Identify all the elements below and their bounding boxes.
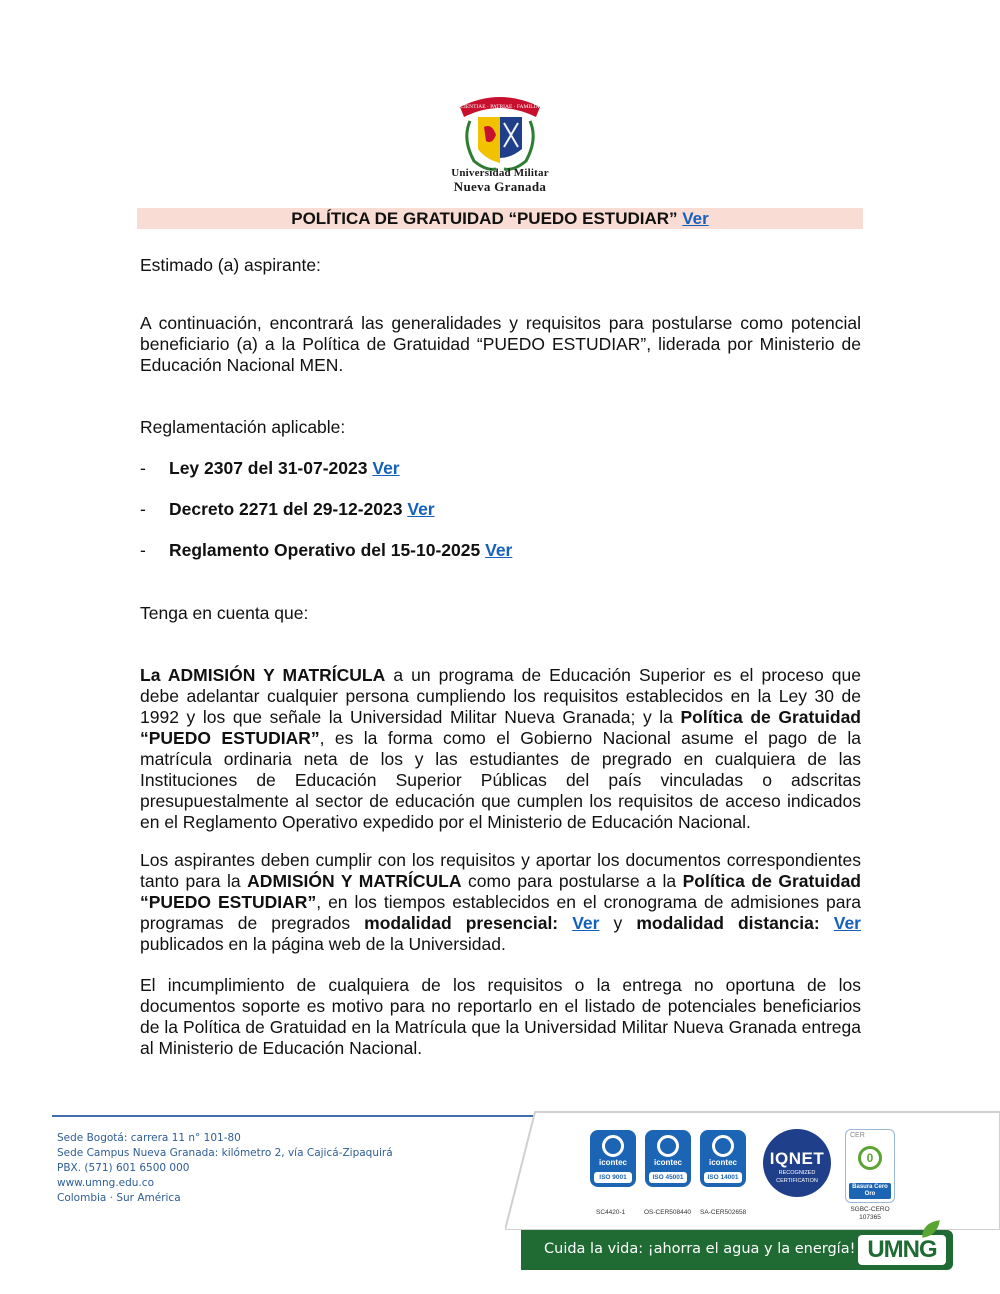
cert-iso: ISO 14001: [704, 1172, 742, 1183]
iqnet-badge: [763, 1129, 831, 1197]
gratuidad-bold: Política de Gratuidad “PUEDO ESTUDIAR”: [140, 707, 861, 748]
regulation-item-ley: [140, 458, 400, 479]
regulation-label: Ley 2307 del 31-07-2023: [169, 458, 368, 478]
presencial-ver-link[interactable]: Ver: [572, 913, 600, 933]
admission-text-2: , es la forma como el Gobierno Nacional asume el pago de la matrícula ordinaria neta de los y las estudiantes de pregrado en cualquiera de las Instituciones de Educación Superior Públicas del país vinculadas o adscritas presupuestalmente al sector de educación que cumplen los requisitos de acceso indicados en el Reglamento Operativo expedido por el Ministerio de Educación Nacional.: [140, 728, 861, 832]
page-title: [137, 208, 863, 229]
icontec-iso45001-badge: [645, 1130, 691, 1187]
admission-paragraph: [140, 665, 861, 833]
university-name: [430, 166, 570, 194]
distancia-ver-link[interactable]: Ver: [833, 913, 861, 933]
cert-iso: ISO 45001: [649, 1172, 687, 1183]
address-bogota: Sede Bogotá: carrera 11 n° 101-80: [57, 1132, 241, 1144]
decreto-ver-link[interactable]: Ver: [407, 499, 435, 519]
eco-banner-text: Cuida la vida: ¡ahorra el agua y la energía!: [544, 1241, 856, 1257]
req-bold-presencial: modalidad presencial:: [364, 913, 559, 933]
req-text-1: Los aspirantes deben cumplir con los requisitos y aportar los documentos correspondientes tanto para la: [140, 850, 861, 891]
regulation-heading: Reglamentación aplicable:: [140, 417, 346, 437]
zero-waste-icon: 0: [858, 1146, 882, 1170]
bullet-dash: -: [140, 499, 146, 519]
cert-iso: ISO 9001: [594, 1172, 632, 1183]
icontec-iso9001-badge: [590, 1130, 636, 1187]
address-campus: Sede Campus Nueva Granada: kilómetro 2, vía Cajicá-Zipaquirá: [57, 1147, 393, 1159]
noncompliance-paragraph: El incumplimiento de cualquiera de los requisitos o la entrega no oportuna de los documentos soporte es motivo para no reportarlo en el listado de potenciales beneficiarios de la Política de Gratuidad en la Matrícula que la Universidad Militar Nueva Granada entrega al Ministerio de Educación Nacional.: [140, 975, 861, 1058]
intro-paragraph: A continuación, encontrará las generalidades y requisitos para postularse como potencial beneficiario (a) a la Política de Gratuidad “PUEDO ESTUDIAR”, liderada por Ministerio de Educación Nacional MEN.: [140, 313, 861, 375]
cert-code: SA-CER502658: [700, 1209, 747, 1216]
cert-code: SC4420-1: [596, 1209, 626, 1216]
bullet-dash: -: [140, 458, 146, 478]
sgbc-code: [840, 1206, 900, 1222]
address-website[interactable]: www.umng.edu.co: [57, 1177, 154, 1189]
iqnet-name: IQNET: [769, 1149, 825, 1168]
certification-panel: [505, 1110, 1000, 1230]
note-heading: Tenga en cuenta que:: [140, 603, 309, 623]
req-text-5: publicados en la página web de la Universidad.: [140, 934, 506, 954]
reglamento-ver-link[interactable]: Ver: [485, 540, 513, 560]
regulation-label: Reglamento Operativo del 15-10-2025: [169, 540, 481, 560]
umng-logo: UMNG: [858, 1235, 946, 1265]
title-ver-link[interactable]: Ver: [682, 209, 709, 228]
cert-brand: icontec: [708, 1158, 737, 1167]
sgbc-line2: 107365: [859, 1214, 881, 1221]
req-text-4: y: [599, 913, 637, 933]
footer-address: [57, 1131, 393, 1206]
cert-brand: icontec: [598, 1158, 627, 1167]
basura-label-2: Oro: [864, 1191, 876, 1197]
req-text-2: como para postularse a la: [461, 871, 683, 891]
cer-tag: CER: [850, 1132, 865, 1139]
requirements-paragraph: [140, 850, 861, 955]
iqnet-sub2: CERTIFICATION: [776, 1178, 818, 1184]
bullet-dash: -: [140, 540, 146, 560]
address-phone: PBX. (571) 601 6500 000: [57, 1162, 190, 1174]
cert-brand: icontec: [653, 1158, 682, 1167]
university-name-line1: Universidad Militar: [451, 167, 549, 179]
leaf-icon: [920, 1218, 942, 1240]
ley-ver-link[interactable]: Ver: [372, 458, 400, 478]
req-text-3: , en los tiempos establecidos en el cronograma de admisiones para programas de pregrados: [140, 892, 862, 933]
greeting: Estimado (a) aspirante:: [140, 255, 321, 275]
icontec-icon: [712, 1135, 734, 1157]
icontec-icon: [602, 1135, 624, 1157]
basura-label-1: Basura Cero: [852, 1184, 888, 1190]
icontec-icon: [657, 1135, 679, 1157]
footer-divider: [52, 1115, 542, 1117]
req-bold-1: ADMISIÓN Y MATRÍCULA: [247, 871, 462, 891]
req-bold-distancia: modalidad distancia:: [636, 913, 820, 933]
cert-code: OS-CER508440: [644, 1209, 691, 1216]
basura-cero-badge: [845, 1129, 895, 1203]
admission-bold: La ADMISIÓN Y MATRÍCULA: [140, 665, 386, 685]
sgbc-line1: SGBC-CERO: [850, 1206, 890, 1213]
page-title-text: POLÍTICA DE GRATUIDAD “PUEDO ESTUDIAR”: [291, 209, 678, 228]
address-country: Colombia · Sur América: [57, 1192, 181, 1204]
icontec-iso14001-badge: [700, 1130, 746, 1187]
iqnet-sub1: RECOGNIZED: [778, 1170, 816, 1176]
regulation-item-decreto: [140, 499, 435, 520]
basura-label: [849, 1183, 891, 1199]
crest-motto: SCIENTIAE · PATRIAE · FAMILIAE: [457, 104, 543, 110]
regulation-item-reglamento: [140, 540, 512, 561]
admission-text-1: a un programa de Educación Superior es el proceso que debe adelantar cualquier persona cumpliendo los requisitos establecidos en la Ley 30 de 1992 y los que señale la Universidad Militar Nueva Granada; y la: [140, 665, 861, 727]
regulation-label: Decreto 2271 del 29-12-2023: [169, 499, 403, 519]
university-name-line2: Nueva Granada: [453, 179, 547, 194]
req-bold-2: Política de Gratuidad “PUEDO ESTUDIAR”: [140, 871, 861, 912]
